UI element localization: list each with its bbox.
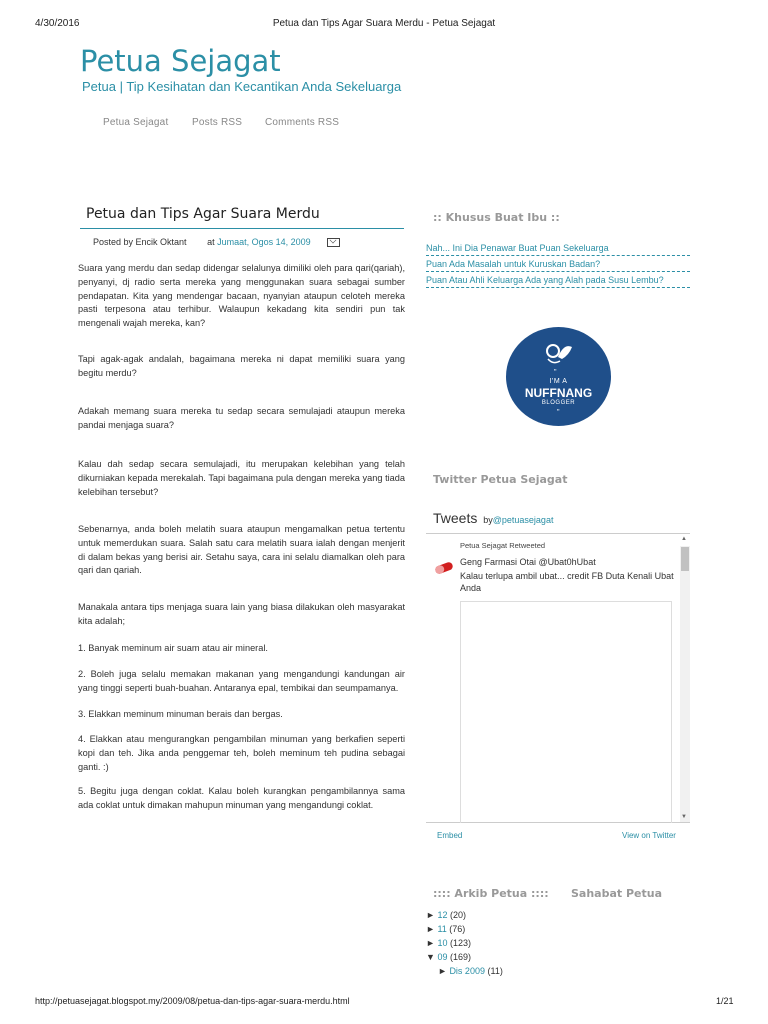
post-date-link[interactable]: Jumaat, Ogos 14, 2009 — [217, 237, 311, 247]
post-paragraph: 4. Elakkan atau mengurangkan pengambilan minuman yang berkafien seperti kopi dan teh. Jika anda penggemar teh, boleh meminum teh pudina sebagai ganti. :) — [78, 734, 405, 772]
tweets-label: Tweets — [433, 510, 478, 526]
badge-line1: I'M A — [549, 378, 568, 385]
khusus-heading: :: Khusus Buat Ibu :: — [433, 211, 560, 224]
badge-line3: BLOGGER — [541, 400, 576, 406]
archive-item[interactable] — [426, 924, 465, 934]
quote-close-icon: " — [557, 409, 560, 416]
archive-year[interactable]: 09 — [437, 952, 448, 962]
site-title[interactable]: Petua Sejagat — [80, 44, 281, 78]
khusus-link[interactable]: Nah... Ini Dia Penawar Buat Puan Sekeluarga — [426, 243, 690, 256]
tweet-media[interactable] — [460, 601, 672, 823]
post-title[interactable]: Petua dan Tips Agar Suara Merdu — [86, 206, 320, 222]
collapse-arrow-icon[interactable]: ▼ — [426, 952, 435, 962]
archive-month[interactable]: Dis 2009 — [449, 966, 485, 976]
archive-year[interactable]: 11 — [437, 924, 447, 934]
embed-link[interactable]: Embed — [437, 831, 463, 840]
archive-subitem[interactable] — [438, 966, 503, 976]
khusus-link[interactable]: Puan Atau Ahli Keluarga Ada yang Alah pada Susu Lembu? — [426, 275, 690, 288]
post-paragraph: 2. Boleh juga selalu memakan makanan yang mengandungi kandungan air yang tinggi seperti buah-buahan. Antaranya epal, tembikai dan seumpamanya. — [78, 669, 405, 693]
archive-item[interactable] — [426, 952, 471, 962]
sahabat-heading: Sahabat Petua — [571, 887, 663, 900]
post-paragraph: Suara yang merdu dan sedap didengar selalunya dimiliki oleh para qari(qariah), penyanyi, dj radio serta mereka yang menggunakan suara sebagai sumber pendapatan. Kita yang mendengar bacaan, nyanyian ataupun celoteh mereka pasti terpesona atau terhibur. Walaupun kekadang kita sendiri pun tak mengenali wajah mereka, kan? — [78, 263, 405, 329]
post-title-divider — [80, 228, 404, 229]
tweets-by: by — [483, 515, 493, 525]
post-paragraph: Adakah memang suara mereka tu sedap secara semulajadi ataupun mereka pandai menjaga suara? — [78, 406, 405, 430]
print-url: http://petuasejagat.blogspot.my/2009/08/petua-dan-tips-agar-suara-merdu.html — [35, 996, 350, 1006]
archive-count: (11) — [487, 966, 503, 976]
posted-by: Posted by Encik Oktant — [93, 237, 187, 247]
archive-count: (123) — [449, 938, 471, 948]
scroll-down-icon[interactable]: ▼ — [681, 814, 687, 820]
nav-item-posts-rss[interactable]: Posts RSS — [192, 117, 243, 128]
post-paragraph: Tapi agak-agak andalah, bagaimana mereka ni dapat memiliki suara yang begitu merdu? — [78, 354, 405, 378]
archive-count: (169) — [449, 952, 471, 962]
print-page-number: 1/21 — [716, 996, 734, 1006]
nuffnang-badge[interactable] — [506, 327, 611, 426]
retweet-label: Petua Sejagat Retweeted — [460, 541, 546, 550]
post-paragraph: 5. Begitu juga dengan coklat. Kalau boleh kurangkan pengambilannya sama ada coklat untuk dimakan mahupun minuman yang mengandungi coklat. — [78, 786, 405, 810]
archive-item[interactable] — [426, 938, 471, 948]
nuffnang-logo-icon — [506, 327, 611, 377]
expand-arrow-icon[interactable]: ► — [426, 924, 435, 934]
post-paragraph: 3. Elakkan meminum minuman berais dan bergas. — [78, 709, 283, 719]
nav-item-comments-rss[interactable]: Comments RSS — [265, 117, 340, 128]
timeline-scrollbar[interactable] — [680, 536, 690, 822]
expand-arrow-icon[interactable]: ► — [426, 938, 435, 948]
khusus-link[interactable]: Puan Ada Masalah untuk Kuruskan Badan? — [426, 259, 690, 272]
email-post-icon[interactable] — [327, 238, 340, 247]
pill-avatar-icon — [432, 559, 456, 577]
quote-open-icon: " — [554, 369, 557, 376]
post-paragraph: Sebenarnya, anda boleh melatih suara ataupun mengamalkan petua tertentu untuk memerdukan suara. Salah satu cara melatih suara ialah dengan menjerit di dalam bekas yang berisi air. Setahu saya, cara ini selalu diamalkan oleh para qari dan qariah. — [78, 524, 405, 576]
archive-year[interactable]: 10 — [437, 938, 448, 948]
archive-count: (20) — [449, 910, 466, 920]
nav-item-home[interactable]: Petua Sejagat — [103, 117, 169, 128]
twitter-heading: Twitter Petua Sejagat — [433, 473, 568, 486]
post-paragraph: Kalau dah sedap secara semulajadi, itu merupakan kelebihan yang telah dikurniakan kepada merekalah. Tapi bagaimana pula dengan mereka yang tiada kelebihan tersebut? — [78, 459, 405, 497]
archive-count: (76) — [449, 924, 466, 934]
print-date: 4/30/2016 — [35, 18, 80, 29]
twitter-timeline[interactable] — [426, 533, 690, 823]
at-label: at — [207, 237, 215, 247]
archive-heading: :::: Arkib Petua :::: — [433, 887, 549, 900]
view-on-twitter-link[interactable]: View on Twitter — [622, 831, 676, 840]
expand-arrow-icon[interactable]: ► — [426, 910, 435, 920]
expand-arrow-icon[interactable]: ► — [438, 966, 447, 976]
scroll-up-icon[interactable]: ▲ — [681, 536, 687, 542]
print-title: Petua dan Tips Agar Suara Merdu - Petua Sejagat — [272, 18, 496, 29]
post-paragraph: Manakala antara tips menjaga suara lain yang biasa dilakukan oleh masyarakat kita adalah; — [78, 602, 405, 626]
tweets-handle[interactable]: @petuasejagat — [492, 515, 554, 525]
tweets-title — [433, 510, 553, 526]
post-meta — [93, 237, 340, 247]
tweet-text: Kalau terlupa ambil ubat... credit FB Duta Kenali Ubat Anda — [460, 571, 674, 593]
site-description: Petua | Tip Kesihatan dan Kecantikan Anda Sekeluarga — [82, 79, 402, 94]
tweet-author[interactable]: Geng Farmasi Otai @Ubat0hUbat — [460, 557, 596, 567]
post-paragraph: 1. Banyak meminum air suam atau air mineral. — [78, 643, 268, 653]
scrollbar-thumb[interactable] — [681, 547, 689, 571]
archive-item[interactable] — [426, 910, 466, 920]
badge-line2: NUFFNANG — [524, 386, 593, 400]
archive-year[interactable]: 12 — [437, 910, 448, 920]
